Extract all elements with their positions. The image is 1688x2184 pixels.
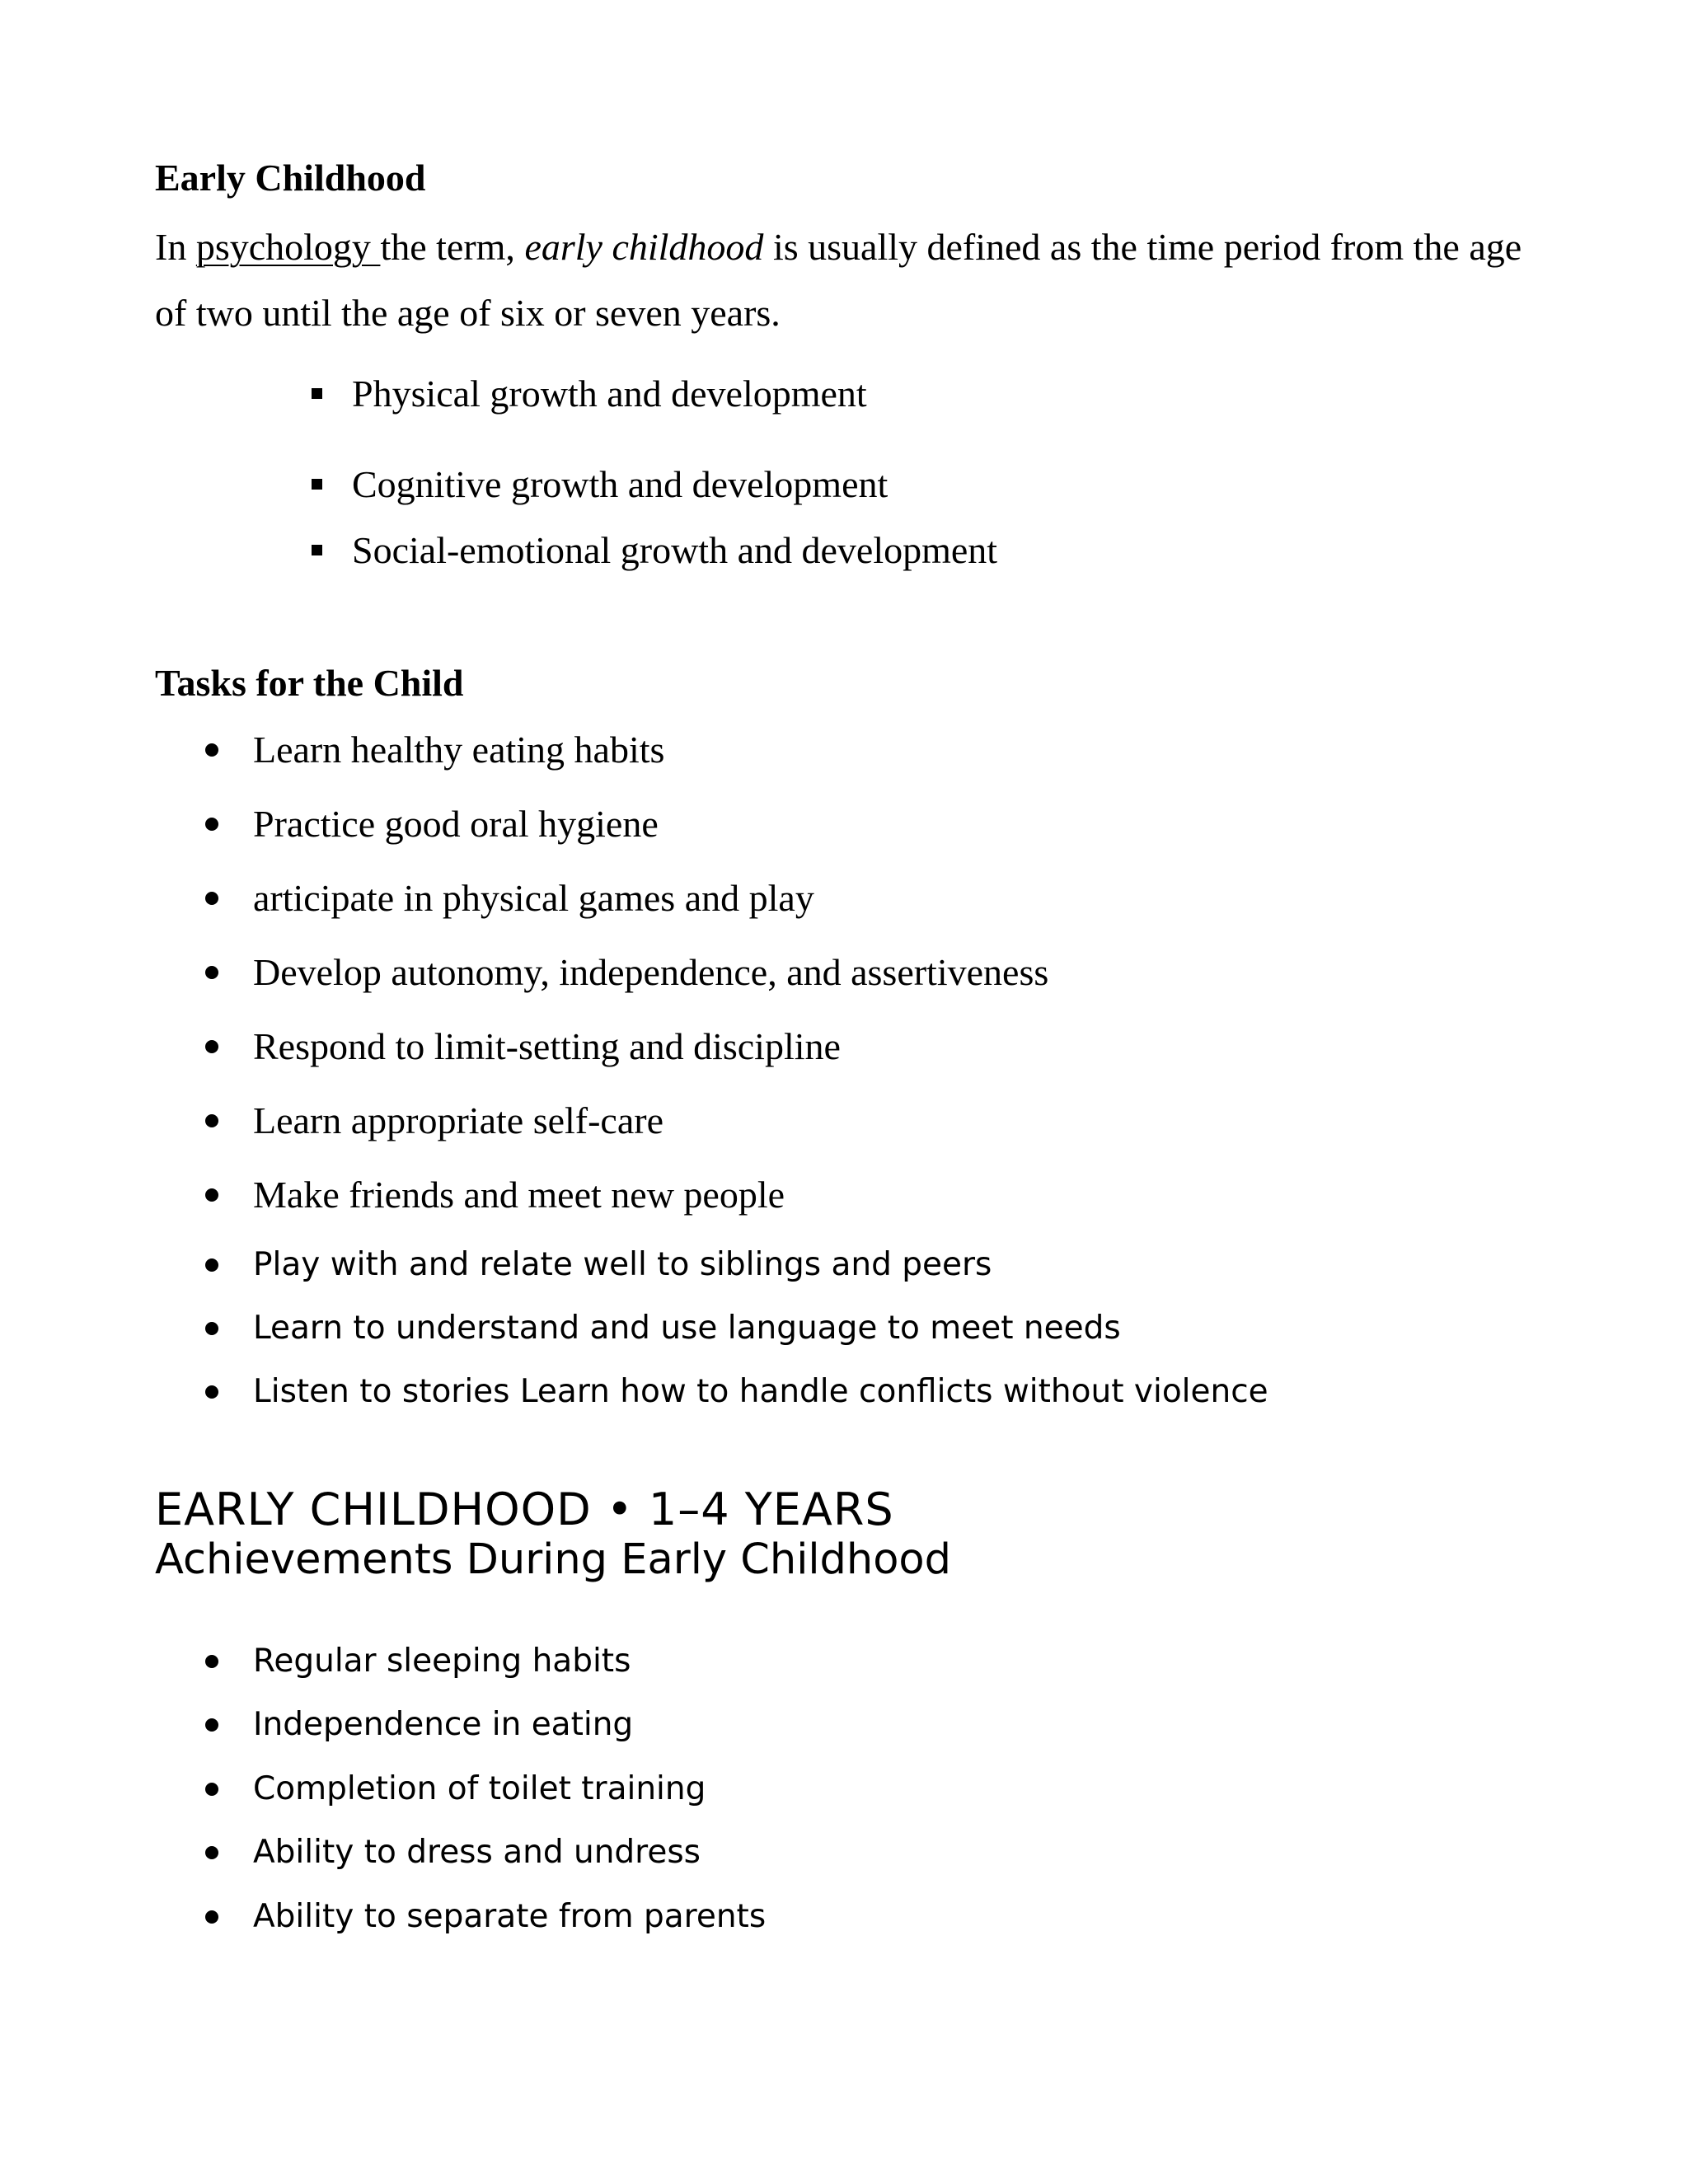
list-item-text: Learn appropriate self-care <box>253 1099 664 1141</box>
square-bullet-icon <box>312 479 322 490</box>
section-heading-early-childhood-years: EARLY CHILDHOOD • 1–4 YEARS <box>155 1483 894 1535</box>
list-item-text: Practice good oral hygiene <box>253 803 659 845</box>
list-item-text: Develop autonomy, independence, and assertiveness <box>253 951 1049 993</box>
bullet-icon <box>205 1322 218 1335</box>
bullet-icon <box>205 966 218 979</box>
list-item-text: Learn healthy eating habits <box>253 729 665 771</box>
section-heading-early-childhood: Early Childhood <box>155 157 426 199</box>
section-heading-tasks: Tasks for the Child <box>155 662 464 704</box>
list-item-text: Learn to understand and use language to meet needs <box>253 1310 1121 1347</box>
bullet-icon <box>205 1846 218 1859</box>
intro-mid: the term, <box>380 226 525 268</box>
bullet-icon <box>205 1385 218 1399</box>
list-item-text: Independence in eating <box>253 1706 634 1743</box>
intro-suffix: is usually defined as the time period from the age of two until the age of six or seven years. <box>155 226 1522 334</box>
bullet-icon <box>205 1910 218 1924</box>
list-item-text: Regular sleeping habits <box>253 1643 631 1680</box>
bullet-icon <box>205 1258 218 1272</box>
list-item-text: Respond to limit-setting and discipline <box>253 1025 841 1067</box>
bullet-icon <box>205 818 218 831</box>
bullet-icon <box>205 743 218 757</box>
square-bullet-icon <box>312 545 322 555</box>
intro-italic-term: early childhood <box>524 226 764 268</box>
list-item-text: Make friends and meet new people <box>253 1174 785 1216</box>
bullet-icon <box>205 892 218 905</box>
list-item-text: Ability to separate from parents <box>253 1898 767 1935</box>
bullet-icon <box>205 1655 218 1668</box>
bullet-icon <box>205 1188 218 1202</box>
list-item-text: Play with and relate well to siblings and peers <box>253 1246 992 1283</box>
list-item-text: Cognitive growth and development <box>352 463 889 505</box>
list-item-text: Listen to stories Learn how to handle conflicts without violence <box>253 1373 1268 1410</box>
list-item-text: articipate in physical games and play <box>253 877 814 919</box>
section-subheading-achievements: Achievements During Early Childhood <box>155 1535 952 1584</box>
intro-prefix: In <box>155 226 196 268</box>
list-item-text: Social-emotional growth and development <box>352 529 998 571</box>
list-item-text: Ability to dress and undress <box>253 1834 701 1871</box>
intro-paragraph <box>155 214 1523 346</box>
list-item-text: Completion of toilet training <box>253 1770 706 1807</box>
bullet-icon <box>205 1718 218 1732</box>
bullet-icon <box>205 1040 218 1053</box>
bullet-icon <box>205 1783 218 1796</box>
square-bullet-icon <box>312 388 322 399</box>
psychology-link[interactable]: psychology <box>195 226 381 268</box>
list-item-text: Physical growth and development <box>352 373 867 415</box>
bullet-icon <box>205 1114 218 1127</box>
